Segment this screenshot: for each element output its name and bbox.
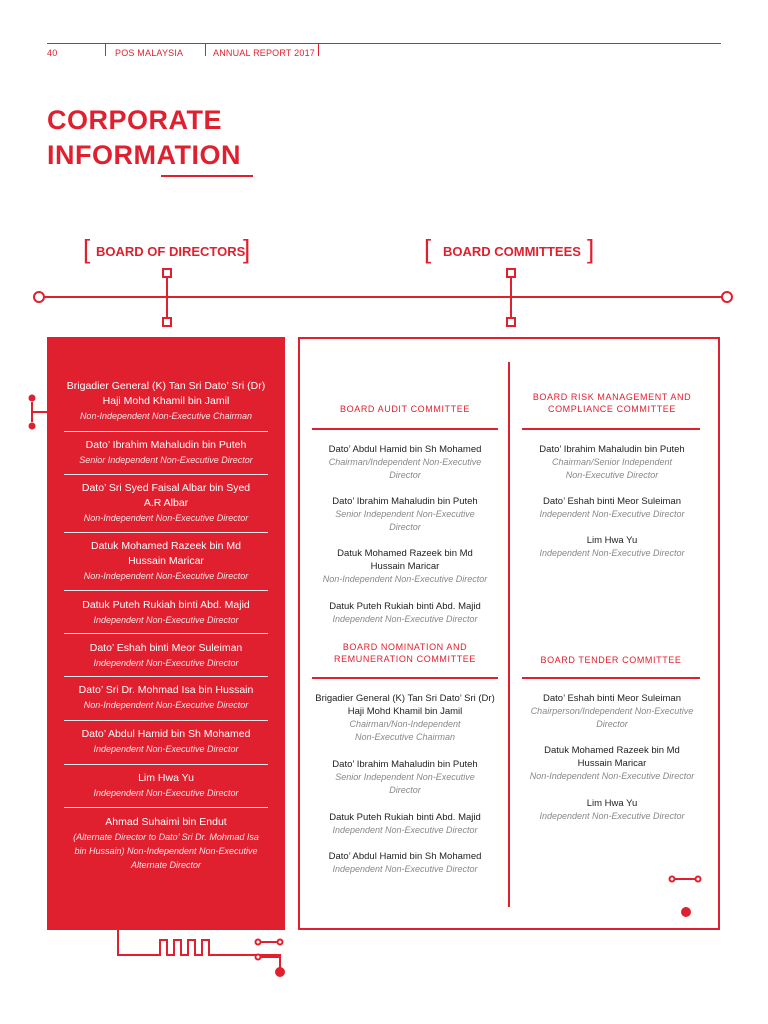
- committee-member: [308, 692, 502, 744]
- member-role: Independent Non-Executive Director: [332, 825, 478, 835]
- divider: [64, 764, 268, 765]
- committee-member: [518, 443, 706, 482]
- director-name: Datuk Mohamed Razeek bin Md Hussain Maricar: [91, 540, 241, 567]
- divider: [64, 431, 268, 432]
- divider: [64, 474, 268, 475]
- board-of-directors-heading: BOARD OF DIRECTORS: [96, 244, 246, 259]
- company-name: POS MALAYSIA: [115, 48, 184, 58]
- director-role: Non-Independent Non-Executive Director: [83, 513, 249, 523]
- divider: [64, 590, 268, 591]
- page-number: 40: [47, 48, 58, 58]
- committee-member: [518, 495, 706, 521]
- risk-committee: [522, 391, 702, 415]
- committee-title: BOARD TENDER COMMITTEE: [540, 655, 682, 665]
- committee-underline: [522, 428, 700, 430]
- member-role: Chairman/Senior Independent Non-Executive Director: [551, 457, 673, 480]
- committee-member: [308, 758, 502, 797]
- director-entry: [47, 379, 285, 423]
- director-name: Dato’ Abdul Hamid bin Sh Mohamed: [81, 728, 251, 740]
- director-entry: [47, 481, 285, 525]
- member-name: Dato’ Eshah binti Meor Suleiman: [543, 496, 681, 507]
- committee-member: [518, 692, 706, 731]
- bracket-open: [: [424, 234, 432, 264]
- member-name: Datuk Puteh Rukiah binti Abd. Majid: [329, 812, 481, 823]
- member-role: Non-Independent Non-Executive Director: [322, 574, 488, 584]
- member-name: Dato’ Eshah binti Meor Suleiman: [543, 693, 681, 704]
- audit-committee: [312, 403, 498, 415]
- director-role: Non-Independent Non-Executive Director: [83, 700, 249, 710]
- member-role: Non-Independent Non-Executive Director: [529, 771, 695, 781]
- director-role: Non-Independent Non-Executive Director: [83, 571, 249, 581]
- report-name: ANNUAL REPORT 2017: [213, 48, 315, 58]
- committee-member: [308, 850, 502, 876]
- member-role: Senior Independent Non-Executive Director: [335, 509, 475, 532]
- committee-member: [518, 797, 706, 823]
- member-name: Dato’ Ibrahim Mahaludin bin Puteh: [332, 496, 478, 507]
- member-role: Independent Non-Executive Director: [539, 509, 685, 519]
- member-role: Chairman/Independent Non-Executive Director: [328, 457, 482, 480]
- member-name: Dato’ Ibrahim Mahaludin bin Puteh: [539, 444, 685, 455]
- director-role: Non-Independent Non-Executive Chairman: [79, 411, 253, 421]
- member-name: Datuk Puteh Rukiah binti Abd. Majid: [329, 601, 481, 612]
- board-of-directors-panel: [47, 337, 285, 930]
- director-role: Senior Independent Non-Executive Director: [79, 455, 253, 465]
- member-name: Datuk Mohamed Razeek bin Md Hussain Maricar: [544, 745, 680, 769]
- director-role: Independent Non-Executive Director: [93, 788, 239, 798]
- director-name: Ahmad Suhaimi bin Endut: [105, 816, 227, 828]
- committee-underline: [312, 677, 498, 679]
- committee-member: [308, 547, 502, 586]
- committee-title: BOARD AUDIT COMMITTEE: [340, 404, 470, 414]
- director-entry: [47, 771, 285, 800]
- divider: [64, 676, 268, 677]
- director-entry: [47, 598, 285, 627]
- committee-member: [308, 600, 502, 626]
- director-name: Datuk Puteh Rukiah binti Abd. Majid: [82, 599, 250, 611]
- column-divider: [508, 362, 510, 907]
- member-role: Independent Non-Executive Director: [332, 614, 478, 624]
- committee-member: [518, 744, 706, 783]
- director-name: Lim Hwa Yu: [138, 772, 194, 784]
- director-entry: [47, 683, 285, 712]
- committee-member: [308, 495, 502, 534]
- board-committees-heading: BOARD COMMITTEES: [443, 244, 581, 259]
- bracket-close: ]: [587, 234, 595, 264]
- director-entry: [47, 539, 285, 583]
- committee-underline: [312, 428, 498, 430]
- member-name: Dato’ Abdul Hamid bin Sh Mohamed: [328, 444, 482, 455]
- director-entry: [47, 438, 285, 467]
- committee-title: BOARD NOMINATION AND REMUNERATION COMMITTEE: [333, 642, 477, 664]
- director-role: Independent Non-Executive Director: [93, 658, 239, 668]
- member-role: Chairman/Non-Independent Non-Executive Chairman: [349, 719, 461, 742]
- member-role: Senior Independent Non-Executive Director: [335, 772, 475, 795]
- member-role: Independent Non-Executive Director: [539, 548, 685, 558]
- divider: [64, 720, 268, 721]
- member-name: Brigadier General (K) Tan Sri Dato’ Sri (Dr) Haji Mohd Khamil bin Jamil: [315, 693, 495, 717]
- director-entry: [47, 727, 285, 756]
- director-entry: [47, 815, 285, 872]
- committee-title: BOARD RISK MANAGEMENT AND COMPLIANCE COMMITTEE: [532, 392, 692, 414]
- member-name: Dato’ Ibrahim Mahaludin bin Puteh: [332, 759, 478, 770]
- member-name: Dato’ Abdul Hamid bin Sh Mohamed: [328, 851, 482, 862]
- director-role: (Alternate Director to Dato’ Sri Dr. Mohmad Isa bin Hussain) Non-Independent Non-Executive Alternate Director: [73, 832, 259, 870]
- page-title-line2: INFORMATION: [47, 140, 241, 170]
- bracket-close: ]: [243, 234, 251, 264]
- divider: [64, 532, 268, 533]
- director-role: Independent Non-Executive Director: [93, 615, 239, 625]
- nomination-committee: [318, 641, 492, 665]
- member-name: Datuk Mohamed Razeek bin Md Hussain Maricar: [337, 548, 473, 572]
- committee-member: [308, 443, 502, 482]
- divider: [64, 633, 268, 634]
- divider: [64, 807, 268, 808]
- tender-committee: [522, 654, 700, 666]
- director-name: Dato’ Sri Syed Faisal Albar bin Syed A.R Albar: [81, 482, 251, 509]
- committee-member: [518, 534, 706, 560]
- director-entry: [47, 641, 285, 670]
- director-name: Dato’ Eshah binti Meor Suleiman: [89, 642, 243, 654]
- committee-member: [308, 811, 502, 837]
- page-title-line1: CORPORATE: [47, 105, 223, 135]
- bracket-open: [: [83, 234, 91, 264]
- director-name: Dato’ Sri Dr. Mohmad Isa bin Hussain: [78, 684, 254, 696]
- member-name: Lim Hwa Yu: [586, 798, 638, 809]
- member-name: Lim Hwa Yu: [586, 535, 638, 546]
- director-name: Dato’ Ibrahim Mahaludin bin Puteh: [85, 439, 247, 451]
- member-role: Independent Non-Executive Director: [332, 864, 478, 874]
- director-name: Brigadier General (K) Tan Sri Dato’ Sri (Dr) Haji Mohd Khamil bin Jamil: [66, 380, 266, 407]
- committee-underline: [522, 677, 700, 679]
- member-role: Chairperson/Independent Non-Executive Director: [530, 706, 694, 729]
- member-role: Independent Non-Executive Director: [539, 811, 685, 821]
- director-role: Independent Non-Executive Director: [93, 744, 239, 754]
